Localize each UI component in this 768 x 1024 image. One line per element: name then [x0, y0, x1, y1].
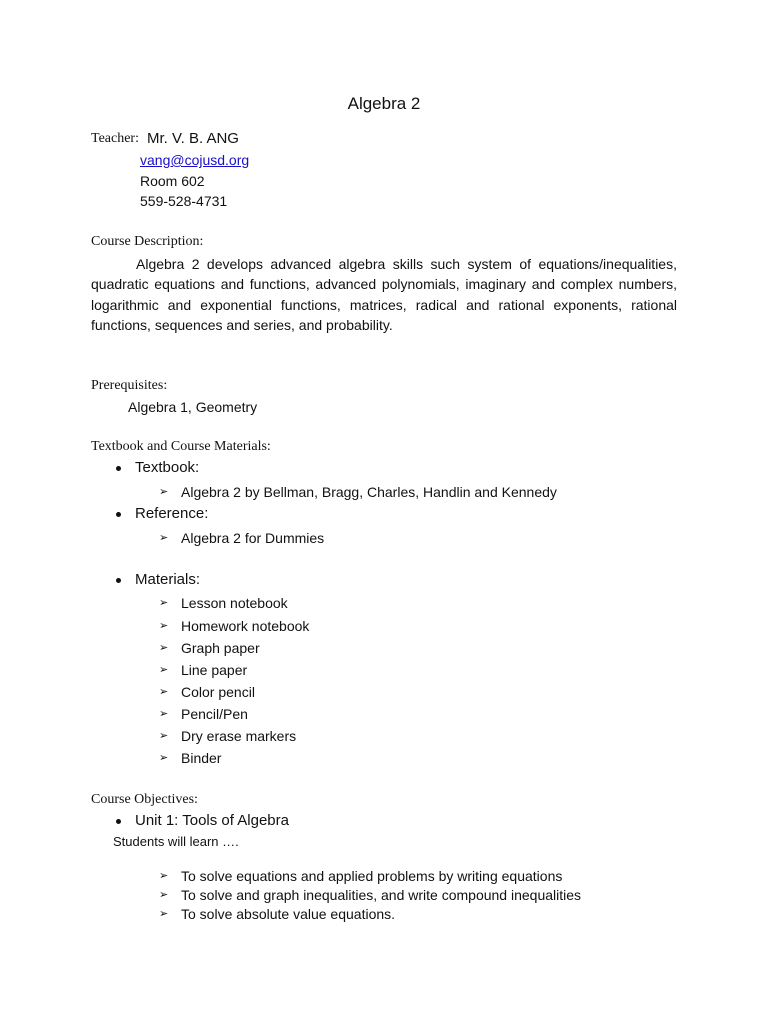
materials-item: Pencil/Pen [181, 706, 248, 722]
course-description-heading: Course Description: [91, 234, 204, 249]
arrow-bullet-icon: ➢ [159, 908, 169, 920]
course-description-body: Algebra 2 develops advanced algebra skills such system of equations/inequalities, quadratic equations and functions, advanced polynomials, imaginary and complex numbers, logarithmic and exponential functions, matrices, radical and rational exponents, rational functions, sequences and series, and probability. [91, 256, 677, 333]
arrow-bullet-icon: ➢ [159, 870, 169, 882]
arrow-bullet-icon: ➢ [159, 486, 169, 498]
arrow-bullet-icon: ➢ [159, 730, 169, 742]
prerequisites-text: Algebra 1, Geometry [128, 399, 258, 415]
arrow-bullet-icon: ➢ [159, 664, 169, 676]
bullet-dot-icon [116, 466, 121, 471]
arrow-bullet-icon: ➢ [159, 708, 169, 720]
prerequisites-heading: Prerequisites: [91, 378, 168, 393]
materials-item: Line paper [181, 662, 248, 678]
textbook-item: Algebra 2 by Bellman, Bragg, Charles, Handlin and Kennedy [181, 484, 557, 500]
materials-item: Color pencil [181, 684, 255, 700]
objective-item: To solve absolute value equations. [181, 906, 396, 922]
arrow-bullet-icon: ➢ [159, 532, 169, 544]
bullet-dot-icon [116, 512, 121, 517]
teacher-name: Mr. V. B. ANG [147, 130, 239, 147]
teacher-label: Teacher: [91, 131, 139, 146]
students-learn-text: Students will learn …. [113, 834, 239, 849]
teacher-phone: 559-528-4731 [140, 193, 228, 209]
arrow-bullet-icon: ➢ [159, 752, 169, 764]
teacher-room: Room 602 [140, 173, 205, 189]
materials-item: Homework notebook [181, 618, 310, 634]
reference-item: Algebra 2 for Dummies [181, 530, 325, 546]
arrow-bullet-icon: ➢ [159, 597, 169, 609]
materials-item: Dry erase markers [181, 728, 297, 744]
reference-label: Reference: [135, 505, 209, 522]
materials-item: Graph paper [181, 640, 260, 656]
materials-label: Materials: [135, 571, 201, 588]
arrow-bullet-icon: ➢ [159, 620, 169, 632]
bullet-dot-icon [116, 578, 121, 583]
course-description-text [91, 254, 677, 335]
objective-item: To solve and graph inequalities, and write compound inequalities [181, 887, 582, 903]
page-title: Algebra 2 [347, 94, 421, 113]
arrow-bullet-icon: ➢ [159, 889, 169, 901]
bullet-dot-icon [116, 819, 121, 824]
unit1-label: Unit 1: Tools of Algebra [135, 812, 289, 829]
teacher-email-link[interactable]: vang@cojusd.org [140, 152, 250, 168]
arrow-bullet-icon: ➢ [159, 686, 169, 698]
objectives-heading: Course Objectives: [91, 792, 198, 807]
arrow-bullet-icon: ➢ [159, 642, 169, 654]
textbook-label: Textbook: [135, 459, 200, 476]
objective-item: To solve equations and applied problems by writing equations [181, 868, 563, 884]
materials-item: Lesson notebook [181, 595, 288, 611]
materials-heading: Textbook and Course Materials: [91, 439, 271, 454]
materials-item: Binder [181, 750, 222, 766]
